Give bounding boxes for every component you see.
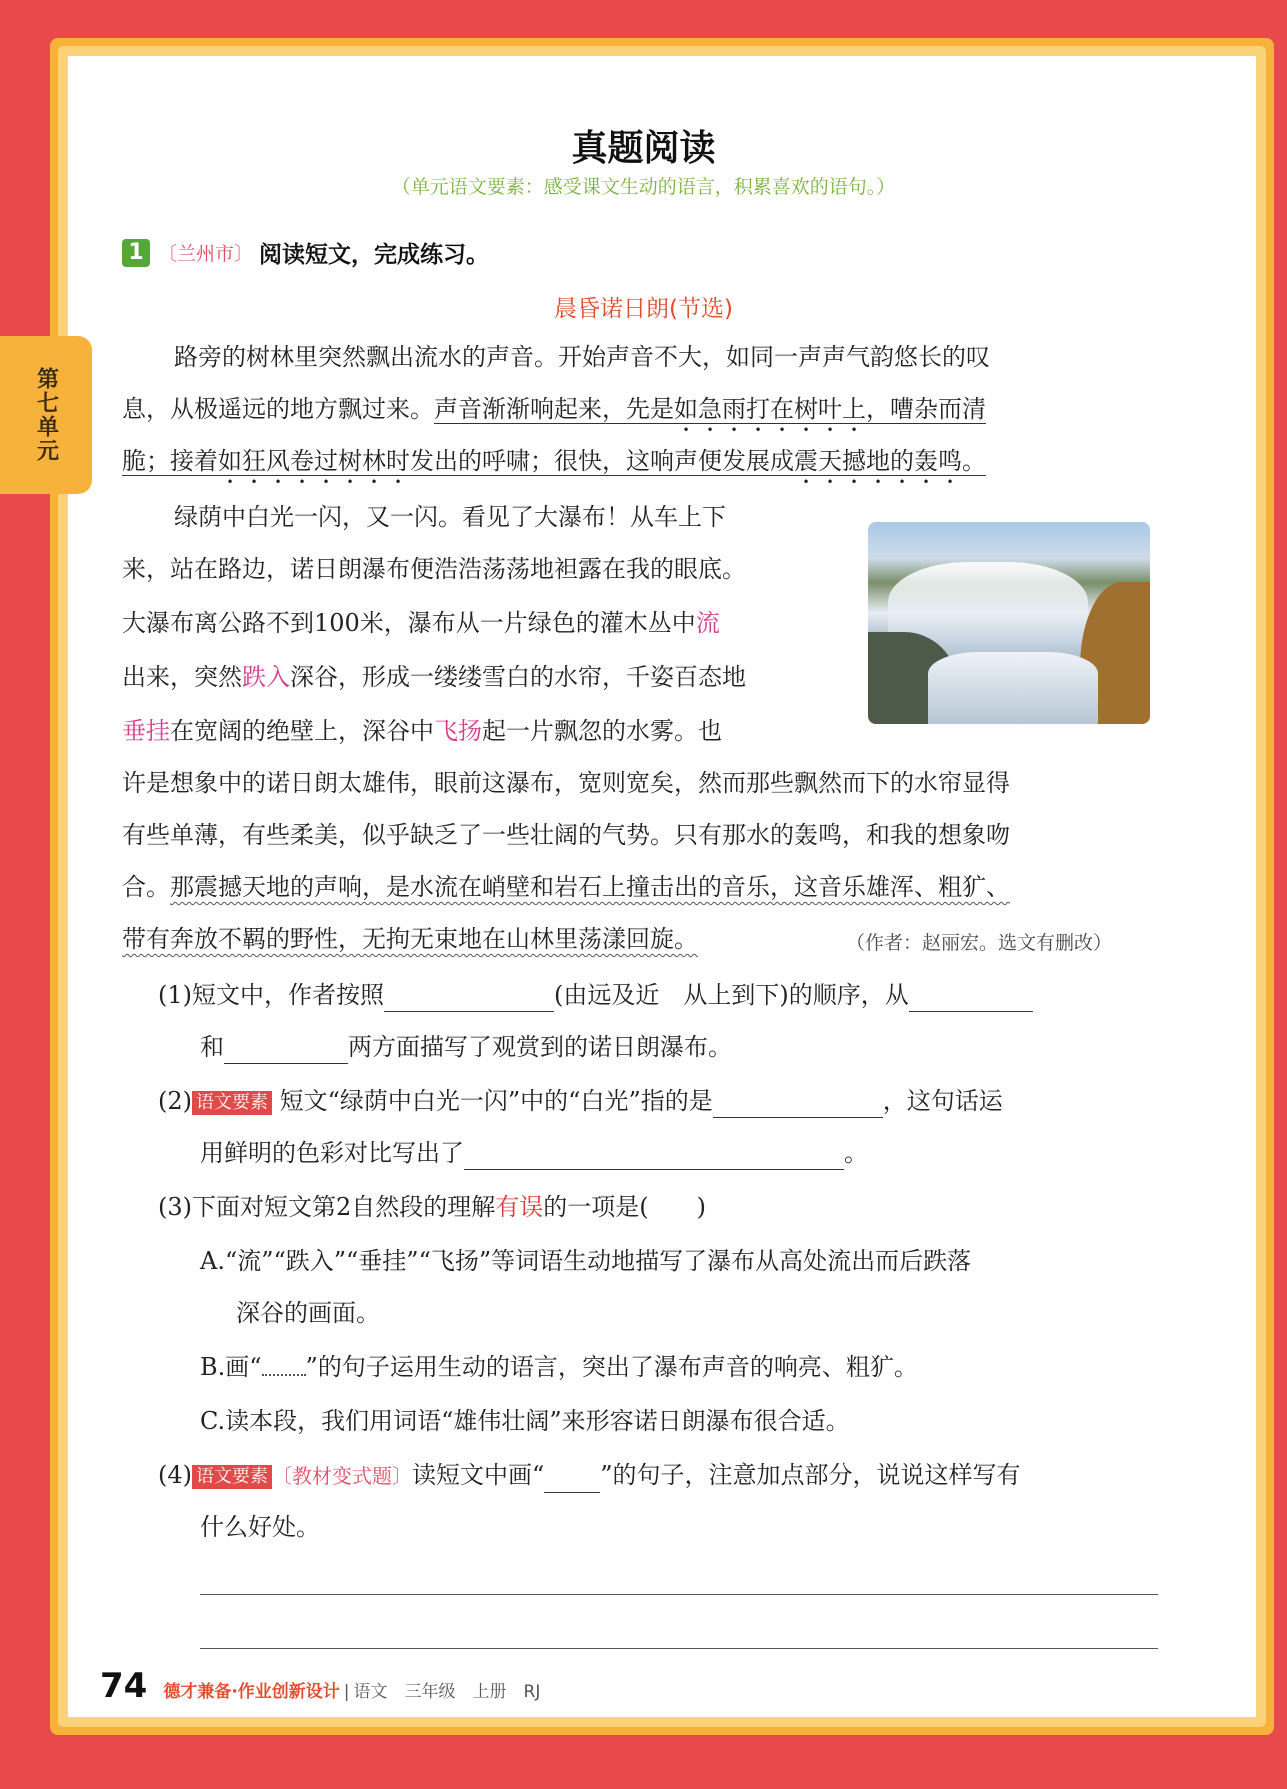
option-c[interactable]: C.读本段，我们用词语“雄伟壮阔”来形容诺日朗瀑布很合适。 (200, 1407, 850, 1435)
answer-blank[interactable] (384, 985, 554, 1012)
footer-separator: | (343, 1682, 350, 1702)
passage-line: 合。那震撼天地的声响，是水流在峭壁和岩石上撞击出的音乐，这音乐雄浑、粗犷、 (122, 873, 1010, 901)
question-instruction: 阅读短文，完成练习。 (259, 242, 490, 268)
sub-question-2: (2) 语文要素 短文“绿荫中白光一闪”中的“白光”指的是 ，这句话运 (158, 1084, 1003, 1118)
passage-line: 垂挂在宽阔的绝壁上，深谷中飞扬起一片飘忽的水雾。也 (122, 717, 722, 745)
skill-tag: 语文要素 (192, 1465, 272, 1489)
footer-brand: 德才兼备·作业创新设计 (163, 1682, 340, 1702)
unit-label: 第七单元 (33, 367, 59, 463)
author-note: （作者：赵丽宏。选文有删改） (846, 932, 1113, 954)
answer-line[interactable] (200, 1648, 1158, 1649)
answer-blank[interactable] (224, 1037, 348, 1064)
passage-line: 大瀑布离公路不到100米，瀑布从一片绿色的灌木丛中流 (122, 609, 720, 637)
footer-book-info: 语文 三年级 上册 RJ (353, 1682, 541, 1702)
wavy-line-mark (262, 1362, 306, 1376)
passage-line: 绿荫中白光一闪，又一闪。看见了大瀑布！从车上下 (174, 503, 726, 531)
sub-question-1-cont: 和 两方面描写了观赏到的诺日朗瀑布。 (200, 1030, 732, 1064)
skill-tag: 语文要素 (192, 1091, 272, 1115)
passage-line: 路旁的树林里突然飘出流水的声音。开始声音不大，如同一声声气韵悠长的叹 (174, 343, 990, 371)
passage-line: 有些单薄，有些柔美，似乎缺乏了一些壮阔的气势。只有那水的轰鸣，和我的想象吻 (122, 821, 1010, 849)
passage-line: 出来，突然跌入深谷，形成一缕缕雪白的水帘，千姿百态地 (122, 663, 746, 691)
passage-line: 带有奔放不羁的野性，无拘无束地在山林里荡漾回旋。 (122, 925, 698, 953)
page-subtitle: （单元语文要素：感受课文生动的语言，积累喜欢的语句。） (391, 176, 896, 198)
sub-question-1: (1)短文中，作者按照 (由远及近 从上到下)的顺序，从 (158, 978, 1033, 1012)
passage-title: 晨昏诺日朗(节选) (554, 296, 733, 322)
sub-question-2-cont: 用鲜明的色彩对比写出了 。 (200, 1136, 868, 1170)
sub-question-4-cont: 什么好处。 (200, 1513, 320, 1541)
option-a-cont: 深谷的画面。 (236, 1299, 380, 1327)
answer-blank[interactable] (909, 985, 1033, 1012)
option-b[interactable]: B.画“ ”的句子运用生动的语言，突出了瀑布声音的响亮、粗犷。 (200, 1353, 918, 1381)
answer-line[interactable] (200, 1594, 1158, 1595)
page-number: 74 (100, 1666, 148, 1706)
answer-blank[interactable] (713, 1091, 883, 1118)
passage-line: 息，从极遥远的地方飘过来。声音渐渐响起来，先是如急雨打在树叶上，嘈杂而清 (122, 395, 986, 423)
sub-question-3: (3)下面对短文第2自然段的理解有误的一项是( ) (158, 1193, 706, 1221)
option-a[interactable]: A.“流”“跌入”“垂挂”“飞扬”等词语生动地描写了瀑布从高处流出而后跌落 (200, 1247, 972, 1275)
passage-line: 许是想象中的诺日朗太雄伟，眼前这瀑布，宽则宽矣，然而那些飘然而下的水帘显得 (122, 769, 1010, 797)
page-footer (100, 1666, 540, 1706)
page-title: 真题阅读 (571, 128, 716, 169)
waterfall-photo (868, 522, 1150, 724)
sub-question-4: (4) 语文要素 〔教材变式题〕读短文中画“ ”的句子，注意加点部分，说说这样写有 (158, 1458, 1021, 1493)
straight-line-mark (544, 1470, 600, 1493)
question-source: 〔兰州市〕 (158, 243, 254, 265)
question-number-badge: 1 (122, 239, 150, 267)
unit-side-tab (0, 336, 92, 494)
passage-line: 来，站在路边，诺日朗瀑布便浩浩荡荡地袒露在我的眼底。 (122, 555, 746, 583)
passage-line: 脆；接着如狂风卷过树林时发出的呼啸；很快，这响声便发展成震天撼地的轰鸣。 (122, 447, 986, 475)
answer-blank[interactable] (464, 1143, 844, 1170)
question-header (122, 236, 489, 269)
